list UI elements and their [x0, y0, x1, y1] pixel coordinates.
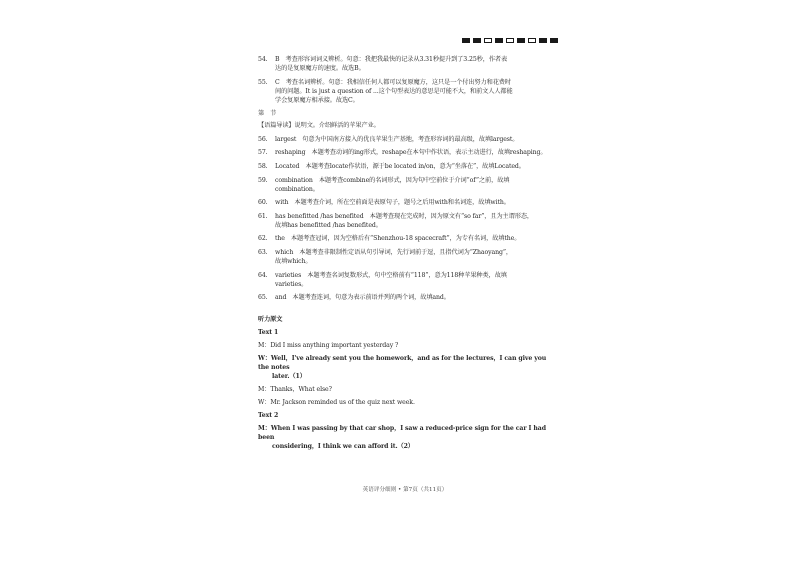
item-number: 62. — [258, 235, 268, 243]
item-text: with 本题考查介词，所在空前面是表原句子，题号之后用with和名词连，故填with。 — [275, 199, 510, 207]
item-text: the 本题考查冠词，因为空格后有“Shenzhou-18 spacecraft”，为专有名词，故填the。 — [275, 235, 521, 243]
answer-item — [258, 148, 548, 157]
text1-label: Text 1 — [258, 328, 279, 336]
item-number: 59. — [258, 176, 268, 184]
answer-item — [258, 162, 548, 171]
item-number: 64. — [258, 271, 268, 279]
item-text: C 考查名词辨析。句意：我相信任何人都可以复原魔方，这只是一个付出努力和花费时 间的问题。It is just a question of ...这个句型表达的意思是可能不大，和前文人人都能 学会复原魔方相承接。故选C。 — [275, 78, 513, 104]
answer-item — [258, 248, 548, 266]
item-number: 63. — [258, 248, 268, 256]
corner-block-icon — [495, 38, 503, 43]
answer-key-content — [258, 55, 548, 455]
passage-guide: 【语篇导读】说明文。介绍鲜活的苹果产业。 — [258, 122, 380, 130]
corner-block-icon — [517, 38, 525, 43]
item-number: 61. — [258, 212, 268, 220]
listening-heading: 听力原文 — [258, 315, 283, 323]
corner-block-icon — [473, 38, 481, 43]
corner-block-icon — [462, 38, 470, 43]
item-number: 55. — [258, 78, 268, 86]
dialogue-line: M：When I was passing by that car shop，I saw a reduced-price sign for the car I had been considering，I think we can afford it.（2） — [258, 424, 546, 450]
item-number: 60. — [258, 199, 268, 207]
item-text: combination 本题考查combine的名词形式，因为句中空前位于介词“of”之前，故填 combination。 — [275, 176, 510, 193]
answer-item — [258, 135, 548, 144]
corner-block-icon — [539, 38, 547, 43]
answer-item — [258, 55, 548, 73]
corner-box-icon — [506, 38, 514, 43]
item-number: 56. — [258, 135, 268, 143]
text2-label: Text 2 — [258, 411, 279, 419]
answer-item — [258, 176, 548, 194]
item-text: has benefitted /has benefited 本题考查现在完成时，因为原文有“so far”，且为主谓形态， 故填has benefitted /has benefited。 — [275, 212, 533, 229]
answer-item — [258, 78, 548, 105]
answer-item — [258, 198, 548, 207]
item-number: 65. — [258, 294, 268, 302]
item-number: 54. — [258, 56, 268, 63]
answer-item — [258, 293, 548, 302]
spacer — [258, 307, 548, 315]
answer-item — [258, 271, 548, 289]
page-corner-mark — [462, 38, 558, 43]
item-text: which 本题考查非限制性定语从句引导词，先行词前于逗，且指代词为“Zhaoyang”， 故填which。 — [275, 248, 512, 265]
corner-block-icon — [550, 38, 558, 43]
section-label: 第 节 — [258, 110, 277, 118]
answer-item — [258, 212, 548, 230]
item-text: largest 句意为中国南方接入的优良苹果生产基地，考查形容词的最高级，故填largest。 — [275, 135, 519, 143]
item-number: 57. — [258, 149, 268, 157]
corner-box-icon — [528, 38, 536, 43]
item-text: Located 本题考查locate作状语，源于be located in/on，意为“坐落在”，故填Located。 — [275, 162, 525, 170]
dialogue-line: W：Mr. Jackson reminded us of the quiz next week. — [258, 398, 415, 406]
corner-box-icon — [484, 38, 492, 43]
item-text: B 考查形容词词义辨析。句意：我把我最快的记录从3.31秒提升到了3.25秒，作者表 达的是复原魔方的速度。故选B。 — [275, 56, 508, 72]
page-footer: 英语评分细则 • 第7页（共11页） — [362, 487, 448, 493]
item-number: 58. — [258, 162, 268, 170]
dialogue-line: M：Thanks，What else? — [258, 385, 332, 393]
item-text: and 本题考查连词，句意为表示前语并列的两个词，故填and。 — [275, 294, 450, 302]
item-text: reshaping 本题考查动词的ing形式，reshape在本句中作状语，表示主动进行，故填reshaping。 — [275, 149, 547, 157]
dialogue-line: W：Well，I've already sent you the homework，and as for the lectures，I can give you the notes later.（1） — [258, 354, 547, 380]
answer-item — [258, 234, 548, 243]
dialogue-line: M：Did I miss anything important yesterday ? — [258, 341, 399, 349]
item-text: varieties 本题考查名词复数形式，句中空格前有“118”，意为118种苹果种类，故填 varieties。 — [275, 271, 507, 288]
